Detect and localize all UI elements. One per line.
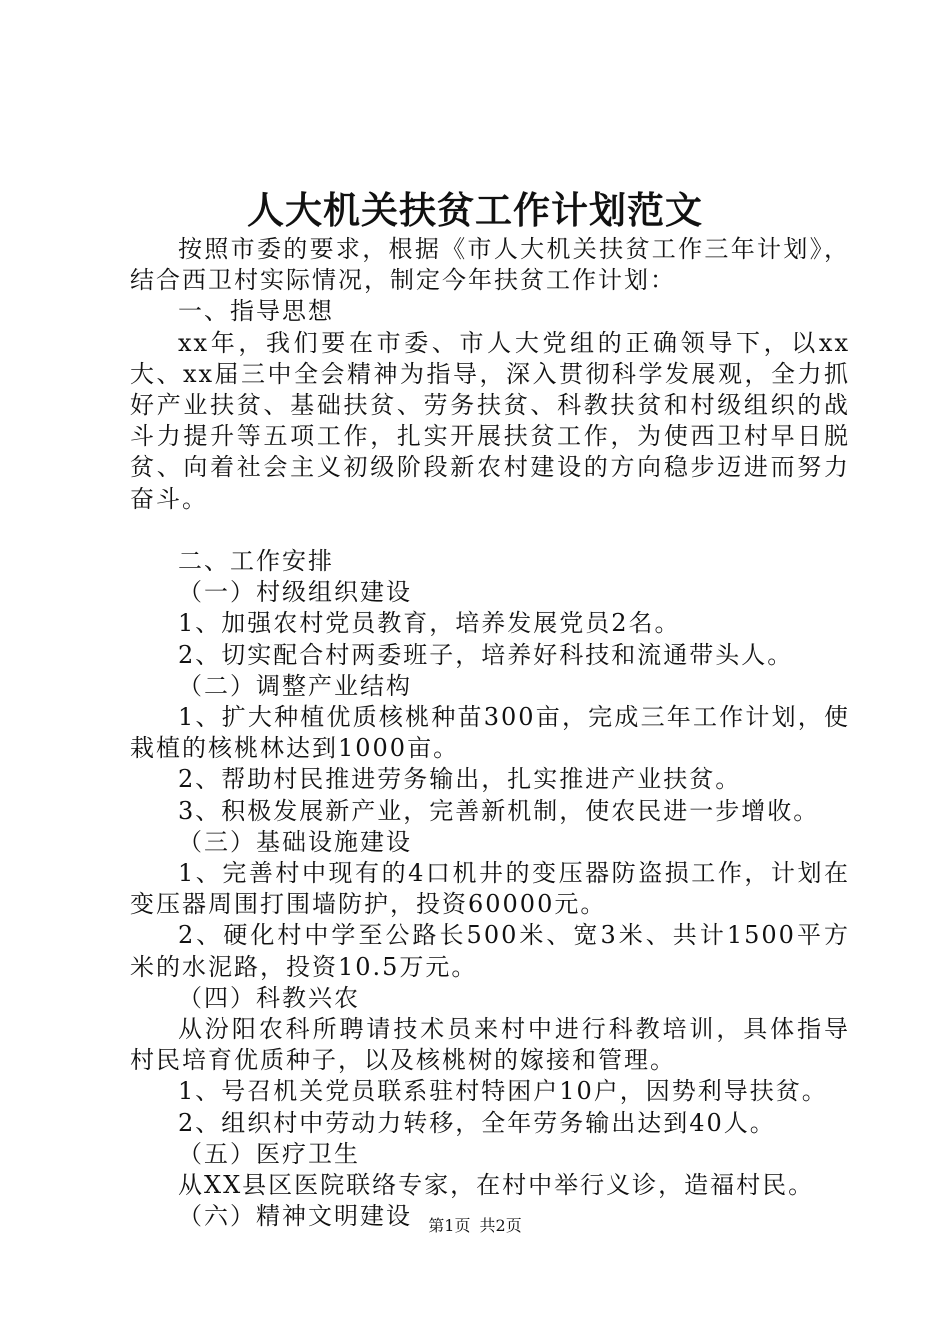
- subheading-infrastructure: （三）基础设施建设: [178, 827, 412, 856]
- subheading-science-education: （四）科教兴农: [178, 983, 360, 1012]
- document-title: 人大机关扶贫工作计划范文: [247, 188, 703, 232]
- blank-line: [130, 515, 850, 546]
- item-road-hardening: 2、硬化村中学至公路长500米、宽3米、共计1500平方米的水泥路，投资10.5万元。: [130, 921, 850, 981]
- subheading-medical: （五）医疗卫生: [178, 1139, 360, 1168]
- paragraph-guiding-thought: xx年，我们要在市委、市人大党组的正确领导下，以xx大、xx届三中全会精神为指导，深入贯彻科学发展观，全力抓好产业扶贫、基础扶贫、劳务扶贫、科教扶贫和村级组织的战斗力提升等五项工作，扎实开展扶贫工作，为使西卫村早日脱贫、向着社会主义初级阶段新农村建设的方向稳步迈进而努力奋斗。: [130, 328, 850, 513]
- item-new-industry: 3、积极发展新产业，完善新机制，使农民进一步增收。: [178, 796, 820, 825]
- paragraph-intro: 按照市委的要求，根据《市人大机关扶贫工作三年计划》，结合西卫村实际情况，制定今年扶贫工作计划：: [130, 235, 850, 295]
- heading-guiding-thought: 一、指导思想: [178, 297, 334, 326]
- document-body: [130, 234, 850, 1232]
- heading-work-arrangement: 二、工作安排: [178, 547, 334, 576]
- subheading-spiritual-civilization: （六）精神文明建设: [178, 1202, 412, 1231]
- item-labor-export: 2、帮助村民推进劳务输出，扎实推进产业扶贫。: [178, 765, 742, 794]
- item-transformer-protection: 1、完善村中现有的4口机井的变压器防盗损工作，计划在变压器周围打围墙防护，投资60000元。: [130, 859, 850, 919]
- page-total: 共2页: [479, 1216, 522, 1235]
- subheading-industry-structure: （二）调整产业结构: [178, 671, 412, 700]
- item-free-clinic: 从XX县区医院联络专家，在村中举行义诊，造福村民。: [178, 1171, 815, 1200]
- page-number: 第1页: [428, 1216, 471, 1235]
- item-technician-training: 从汾阳农科所聘请技术员来村中进行科教培训，具体指导村民培育优质种子，以及核桃树的嫁接和管理。: [130, 1015, 850, 1075]
- item-village-committee: 2、切实配合村两委班子，培养好科技和流通带头人。: [178, 640, 794, 669]
- item-labor-transfer: 2、组织村中劳动力转移，全年劳务输出达到40人。: [178, 1108, 776, 1137]
- page-footer: [0, 1216, 950, 1236]
- item-walnut-planting: 1、扩大种植优质核桃种苗300亩，完成三年工作计划，使栽植的核桃林达到1000亩。: [130, 703, 850, 763]
- item-party-education: 1、加强农村党员教育，培养发展党员2名。: [178, 609, 681, 638]
- item-poor-households: 1、号召机关党员联系驻村特困户10户，因势利导扶贫。: [178, 1077, 828, 1106]
- subheading-village-organization: （一）村级组织建设: [178, 578, 412, 607]
